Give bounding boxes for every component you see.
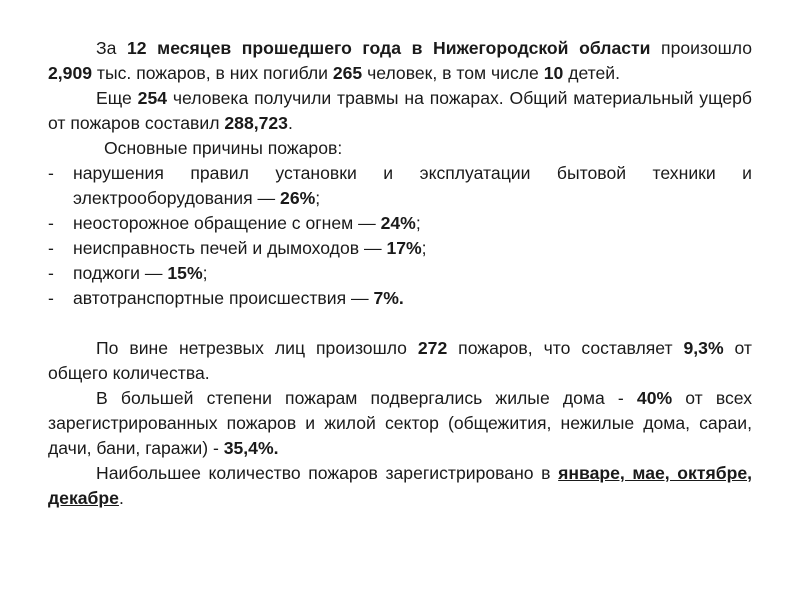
children-count: 10 [543, 63, 564, 83]
cause-text: неосторожное обращение с огнем — [73, 213, 381, 233]
deaths-count: 265 [332, 63, 363, 83]
list-item [48, 261, 752, 286]
houses-percent: 40% [636, 388, 673, 408]
period-region: 12 месяцев прошедшего года в Нижегородской области [127, 38, 651, 58]
dash: - [48, 288, 54, 308]
text: тыс. пожаров, в них погибли [92, 63, 333, 83]
text: По вине нетрезвых лиц произошло [96, 338, 418, 358]
dash: - [48, 263, 54, 283]
punct: ; [202, 263, 208, 283]
dash: - [48, 213, 54, 233]
damage-amount: 288,723 [224, 113, 288, 133]
paragraph-drunk [48, 336, 752, 386]
spacer [48, 311, 752, 336]
cause-percent: 24% [380, 213, 416, 233]
text: человека получили травмы на пожарах. Общий материальный ущерб от пожаров составил [48, 88, 753, 133]
fires-count: 2,909 [48, 63, 93, 83]
list-item [48, 161, 752, 211]
text: человек, в том числе [362, 63, 544, 83]
paragraph-months [48, 461, 752, 511]
cause-text: неисправность печей и дымоходов — [73, 238, 387, 258]
text: За [96, 38, 128, 58]
cause-text: автотранспортные происшествия — [73, 288, 374, 308]
text: от общего количества. [48, 338, 752, 383]
cause-percent: 7%. [373, 288, 404, 308]
drunk-fires-percent: 9,3% [683, 338, 724, 358]
paragraph-housing [48, 386, 752, 461]
list-item [48, 236, 752, 261]
dash: - [48, 238, 54, 258]
cause-percent: 26% [280, 188, 316, 208]
text: пожаров, что составляет [447, 338, 684, 358]
causes-heading: Основные причины пожаров: [104, 138, 343, 158]
punct: ; [421, 238, 427, 258]
text: Наибольшее количество пожаров зарегистрировано в [96, 463, 559, 483]
text: произошло [650, 38, 752, 58]
punct: ; [415, 213, 421, 233]
cause-text: нарушения правил установки и эксплуатации бытовой техники и электрооборудования — [73, 163, 752, 208]
list-item [48, 211, 752, 236]
dash: - [48, 163, 54, 183]
text: детей. [563, 63, 621, 83]
paragraph-summary [48, 36, 752, 86]
cause-percent: 17% [386, 238, 422, 258]
causes-list [48, 161, 752, 311]
text: В большей степени пожарам подвергались жилые дома - [96, 388, 637, 408]
paragraph-injuries [48, 86, 752, 136]
punct: ; [315, 188, 321, 208]
injured-count: 254 [137, 88, 168, 108]
residential-percent: 35,4%. [223, 438, 279, 458]
text: Еще [96, 88, 138, 108]
peak-months: январе, мае, октябре, декабре [48, 463, 752, 508]
cause-percent: 15% [167, 263, 203, 283]
cause-text: поджоги — [73, 263, 168, 283]
list-item [48, 286, 752, 311]
text: от всех зарегистрированных пожаров и жилой сектор (общежития, нежилые дома, сараи, дачи, бани, гаражи) - [48, 388, 752, 458]
drunk-fires-count: 272 [417, 338, 448, 358]
text: . [287, 113, 293, 133]
text: . [118, 488, 124, 508]
